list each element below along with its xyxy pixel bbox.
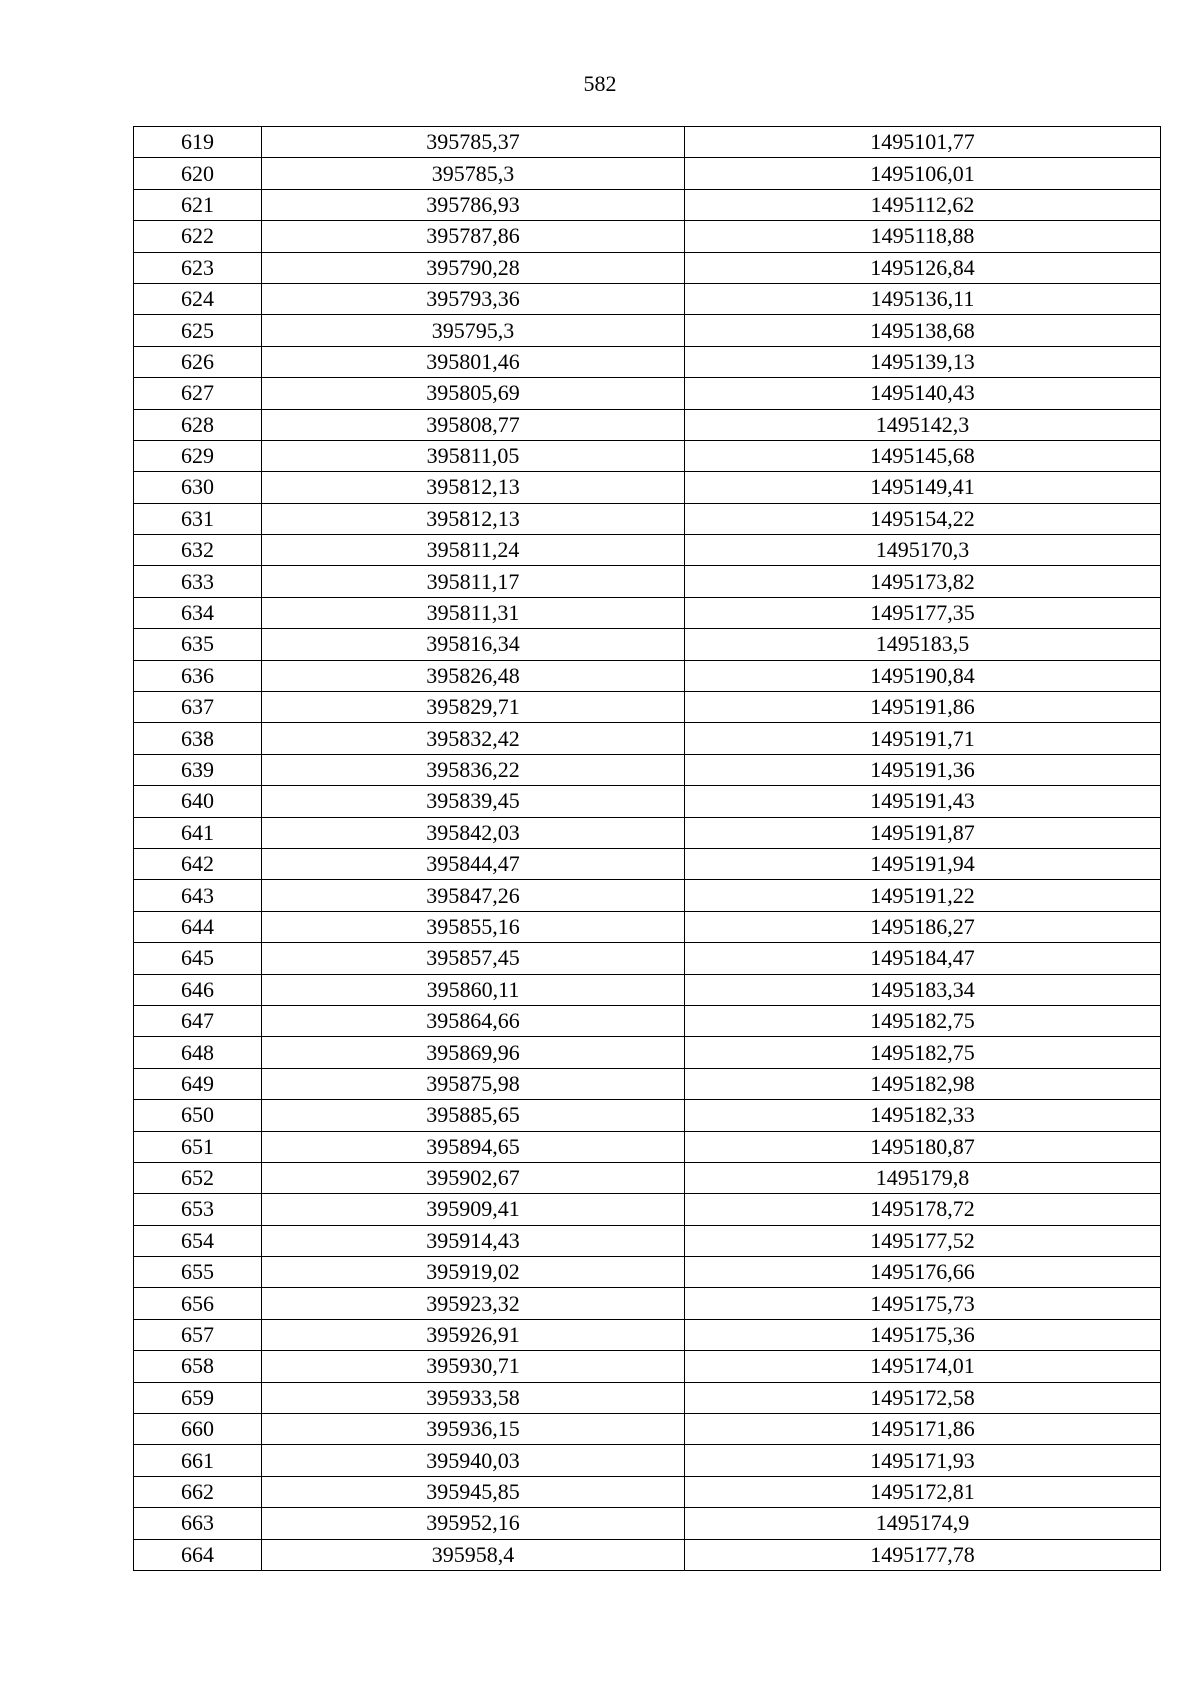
x-coordinate-cell: 395787,86: [262, 221, 685, 252]
table-row: [134, 911, 1161, 942]
table-row: [134, 1539, 1161, 1570]
x-coordinate-cell: 395829,71: [262, 692, 685, 723]
table-row: [134, 189, 1161, 220]
y-coordinate-cell: 1495191,22: [685, 880, 1161, 911]
point-number-cell: 647: [134, 1005, 262, 1036]
y-coordinate-cell: 1495118,88: [685, 221, 1161, 252]
point-number-cell: 635: [134, 629, 262, 660]
table-row: [134, 1068, 1161, 1099]
table-row: [134, 472, 1161, 503]
table-row: [134, 566, 1161, 597]
point-number-cell: 664: [134, 1539, 262, 1570]
page-number: 582: [583, 71, 617, 96]
x-coordinate-cell: 395894,65: [262, 1131, 685, 1162]
table-row: [134, 1037, 1161, 1068]
table-row: [134, 283, 1161, 314]
x-coordinate-cell: 395902,67: [262, 1162, 685, 1193]
point-number-cell: 653: [134, 1194, 262, 1225]
x-coordinate-cell: 395909,41: [262, 1194, 685, 1225]
x-coordinate-cell: 395919,02: [262, 1257, 685, 1288]
point-number-cell: 661: [134, 1445, 262, 1476]
table-row: [134, 1100, 1161, 1131]
y-coordinate-cell: 1495182,98: [685, 1068, 1161, 1099]
x-coordinate-cell: 395940,03: [262, 1445, 685, 1476]
table-row: [134, 158, 1161, 189]
x-coordinate-cell: 395855,16: [262, 911, 685, 942]
table-row: [134, 535, 1161, 566]
table-row: [134, 127, 1161, 158]
point-number-cell: 651: [134, 1131, 262, 1162]
point-number-cell: 644: [134, 911, 262, 942]
point-number-cell: 640: [134, 786, 262, 817]
y-coordinate-cell: 1495191,43: [685, 786, 1161, 817]
point-number-cell: 622: [134, 221, 262, 252]
x-coordinate-cell: 395801,46: [262, 346, 685, 377]
point-number-cell: 623: [134, 252, 262, 283]
point-number-cell: 641: [134, 817, 262, 848]
x-coordinate-cell: 395952,16: [262, 1508, 685, 1539]
y-coordinate-cell: 1495172,81: [685, 1476, 1161, 1507]
point-number-cell: 648: [134, 1037, 262, 1068]
point-number-cell: 628: [134, 409, 262, 440]
point-number-cell: 658: [134, 1351, 262, 1382]
point-number-cell: 634: [134, 597, 262, 628]
y-coordinate-cell: 1495191,71: [685, 723, 1161, 754]
x-coordinate-cell: 395945,85: [262, 1476, 685, 1507]
point-number-cell: 652: [134, 1162, 262, 1193]
table-row: [134, 378, 1161, 409]
y-coordinate-cell: 1495175,36: [685, 1319, 1161, 1350]
x-coordinate-cell: 395785,3: [262, 158, 685, 189]
x-coordinate-cell: 395844,47: [262, 848, 685, 879]
point-number-cell: 626: [134, 346, 262, 377]
point-number-cell: 627: [134, 378, 262, 409]
table-row: [134, 503, 1161, 534]
table-row: [134, 315, 1161, 346]
table-row: [134, 660, 1161, 691]
coordinates-table: [133, 126, 1161, 1571]
x-coordinate-cell: 395811,31: [262, 597, 685, 628]
x-coordinate-cell: 395869,96: [262, 1037, 685, 1068]
y-coordinate-cell: 1495182,33: [685, 1100, 1161, 1131]
x-coordinate-cell: 395805,69: [262, 378, 685, 409]
table-row: [134, 1476, 1161, 1507]
point-number-cell: 639: [134, 754, 262, 785]
x-coordinate-cell: 395857,45: [262, 943, 685, 974]
point-number-cell: 638: [134, 723, 262, 754]
y-coordinate-cell: 1495174,01: [685, 1351, 1161, 1382]
x-coordinate-cell: 395923,32: [262, 1288, 685, 1319]
point-number-cell: 659: [134, 1382, 262, 1413]
x-coordinate-cell: 395793,36: [262, 283, 685, 314]
y-coordinate-cell: 1495186,27: [685, 911, 1161, 942]
point-number-cell: 633: [134, 566, 262, 597]
table-row: [134, 409, 1161, 440]
table-row: [134, 974, 1161, 1005]
y-coordinate-cell: 1495136,11: [685, 283, 1161, 314]
y-coordinate-cell: 1495180,87: [685, 1131, 1161, 1162]
table-row: [134, 1005, 1161, 1036]
point-number-cell: 621: [134, 189, 262, 220]
x-coordinate-cell: 395795,3: [262, 315, 685, 346]
table-row: [134, 1162, 1161, 1193]
point-number-cell: 646: [134, 974, 262, 1005]
y-coordinate-cell: 1495171,86: [685, 1414, 1161, 1445]
y-coordinate-cell: 1495191,36: [685, 754, 1161, 785]
point-number-cell: 630: [134, 472, 262, 503]
x-coordinate-cell: 395860,11: [262, 974, 685, 1005]
y-coordinate-cell: 1495177,52: [685, 1225, 1161, 1256]
y-coordinate-cell: 1495191,87: [685, 817, 1161, 848]
y-coordinate-cell: 1495175,73: [685, 1288, 1161, 1319]
x-coordinate-cell: 395808,77: [262, 409, 685, 440]
table-row: [134, 597, 1161, 628]
x-coordinate-cell: 395812,13: [262, 503, 685, 534]
y-coordinate-cell: 1495140,43: [685, 378, 1161, 409]
y-coordinate-cell: 1495145,68: [685, 440, 1161, 471]
point-number-cell: 642: [134, 848, 262, 879]
y-coordinate-cell: 1495184,47: [685, 943, 1161, 974]
y-coordinate-cell: 1495183,5: [685, 629, 1161, 660]
table-row: [134, 943, 1161, 974]
table-row: [134, 723, 1161, 754]
x-coordinate-cell: 395811,05: [262, 440, 685, 471]
table-row: [134, 1382, 1161, 1413]
point-number-cell: 649: [134, 1068, 262, 1099]
coordinates-table-body: [134, 127, 1161, 1571]
x-coordinate-cell: 395914,43: [262, 1225, 685, 1256]
y-coordinate-cell: 1495106,01: [685, 158, 1161, 189]
y-coordinate-cell: 1495171,93: [685, 1445, 1161, 1476]
y-coordinate-cell: 1495126,84: [685, 252, 1161, 283]
x-coordinate-cell: 395842,03: [262, 817, 685, 848]
x-coordinate-cell: 395926,91: [262, 1319, 685, 1350]
point-number-cell: 660: [134, 1414, 262, 1445]
y-coordinate-cell: 1495142,3: [685, 409, 1161, 440]
y-coordinate-cell: 1495182,75: [685, 1037, 1161, 1068]
x-coordinate-cell: 395811,24: [262, 535, 685, 566]
table-row: [134, 252, 1161, 283]
x-coordinate-cell: 395839,45: [262, 786, 685, 817]
table-row: [134, 1319, 1161, 1350]
point-number-cell: 654: [134, 1225, 262, 1256]
y-coordinate-cell: 1495173,82: [685, 566, 1161, 597]
y-coordinate-cell: 1495179,8: [685, 1162, 1161, 1193]
x-coordinate-cell: 395958,4: [262, 1539, 685, 1570]
point-number-cell: 645: [134, 943, 262, 974]
point-number-cell: 619: [134, 127, 262, 158]
y-coordinate-cell: 1495176,66: [685, 1257, 1161, 1288]
point-number-cell: 637: [134, 692, 262, 723]
point-number-cell: 643: [134, 880, 262, 911]
y-coordinate-cell: 1495191,94: [685, 848, 1161, 879]
point-number-cell: 631: [134, 503, 262, 534]
point-number-cell: 629: [134, 440, 262, 471]
point-number-cell: 624: [134, 283, 262, 314]
x-coordinate-cell: 395933,58: [262, 1382, 685, 1413]
point-number-cell: 625: [134, 315, 262, 346]
y-coordinate-cell: 1495178,72: [685, 1194, 1161, 1225]
table-row: [134, 754, 1161, 785]
table-row: [134, 1225, 1161, 1256]
table-row: [134, 1414, 1161, 1445]
x-coordinate-cell: 395847,26: [262, 880, 685, 911]
y-coordinate-cell: 1495149,41: [685, 472, 1161, 503]
x-coordinate-cell: 395885,65: [262, 1100, 685, 1131]
y-coordinate-cell: 1495112,62: [685, 189, 1161, 220]
table-row: [134, 1288, 1161, 1319]
y-coordinate-cell: 1495177,35: [685, 597, 1161, 628]
table-row: [134, 346, 1161, 377]
point-number-cell: 657: [134, 1319, 262, 1350]
point-number-cell: 636: [134, 660, 262, 691]
table-row: [134, 880, 1161, 911]
table-row: [134, 1194, 1161, 1225]
x-coordinate-cell: 395811,17: [262, 566, 685, 597]
x-coordinate-cell: 395816,34: [262, 629, 685, 660]
table-row: [134, 1131, 1161, 1162]
y-coordinate-cell: 1495154,22: [685, 503, 1161, 534]
y-coordinate-cell: 1495190,84: [685, 660, 1161, 691]
y-coordinate-cell: 1495177,78: [685, 1539, 1161, 1570]
x-coordinate-cell: 395836,22: [262, 754, 685, 785]
table-row: [134, 786, 1161, 817]
table-row: [134, 848, 1161, 879]
table-row: [134, 1508, 1161, 1539]
x-coordinate-cell: 395826,48: [262, 660, 685, 691]
point-number-cell: 632: [134, 535, 262, 566]
point-number-cell: 656: [134, 1288, 262, 1319]
point-number-cell: 650: [134, 1100, 262, 1131]
table-row: [134, 440, 1161, 471]
x-coordinate-cell: 395930,71: [262, 1351, 685, 1382]
table-row: [134, 1445, 1161, 1476]
x-coordinate-cell: 395790,28: [262, 252, 685, 283]
y-coordinate-cell: 1495172,58: [685, 1382, 1161, 1413]
point-number-cell: 655: [134, 1257, 262, 1288]
table-row: [134, 629, 1161, 660]
table-row: [134, 221, 1161, 252]
x-coordinate-cell: 395812,13: [262, 472, 685, 503]
x-coordinate-cell: 395832,42: [262, 723, 685, 754]
y-coordinate-cell: 1495170,3: [685, 535, 1161, 566]
y-coordinate-cell: 1495191,86: [685, 692, 1161, 723]
x-coordinate-cell: 395864,66: [262, 1005, 685, 1036]
x-coordinate-cell: 395875,98: [262, 1068, 685, 1099]
y-coordinate-cell: 1495174,9: [685, 1508, 1161, 1539]
x-coordinate-cell: 395786,93: [262, 189, 685, 220]
y-coordinate-cell: 1495139,13: [685, 346, 1161, 377]
table-row: [134, 817, 1161, 848]
point-number-cell: 662: [134, 1476, 262, 1507]
y-coordinate-cell: 1495183,34: [685, 974, 1161, 1005]
point-number-cell: 663: [134, 1508, 262, 1539]
table-row: [134, 692, 1161, 723]
table-row: [134, 1351, 1161, 1382]
x-coordinate-cell: 395936,15: [262, 1414, 685, 1445]
point-number-cell: 620: [134, 158, 262, 189]
y-coordinate-cell: 1495101,77: [685, 127, 1161, 158]
table-row: [134, 1257, 1161, 1288]
x-coordinate-cell: 395785,37: [262, 127, 685, 158]
y-coordinate-cell: 1495138,68: [685, 315, 1161, 346]
y-coordinate-cell: 1495182,75: [685, 1005, 1161, 1036]
